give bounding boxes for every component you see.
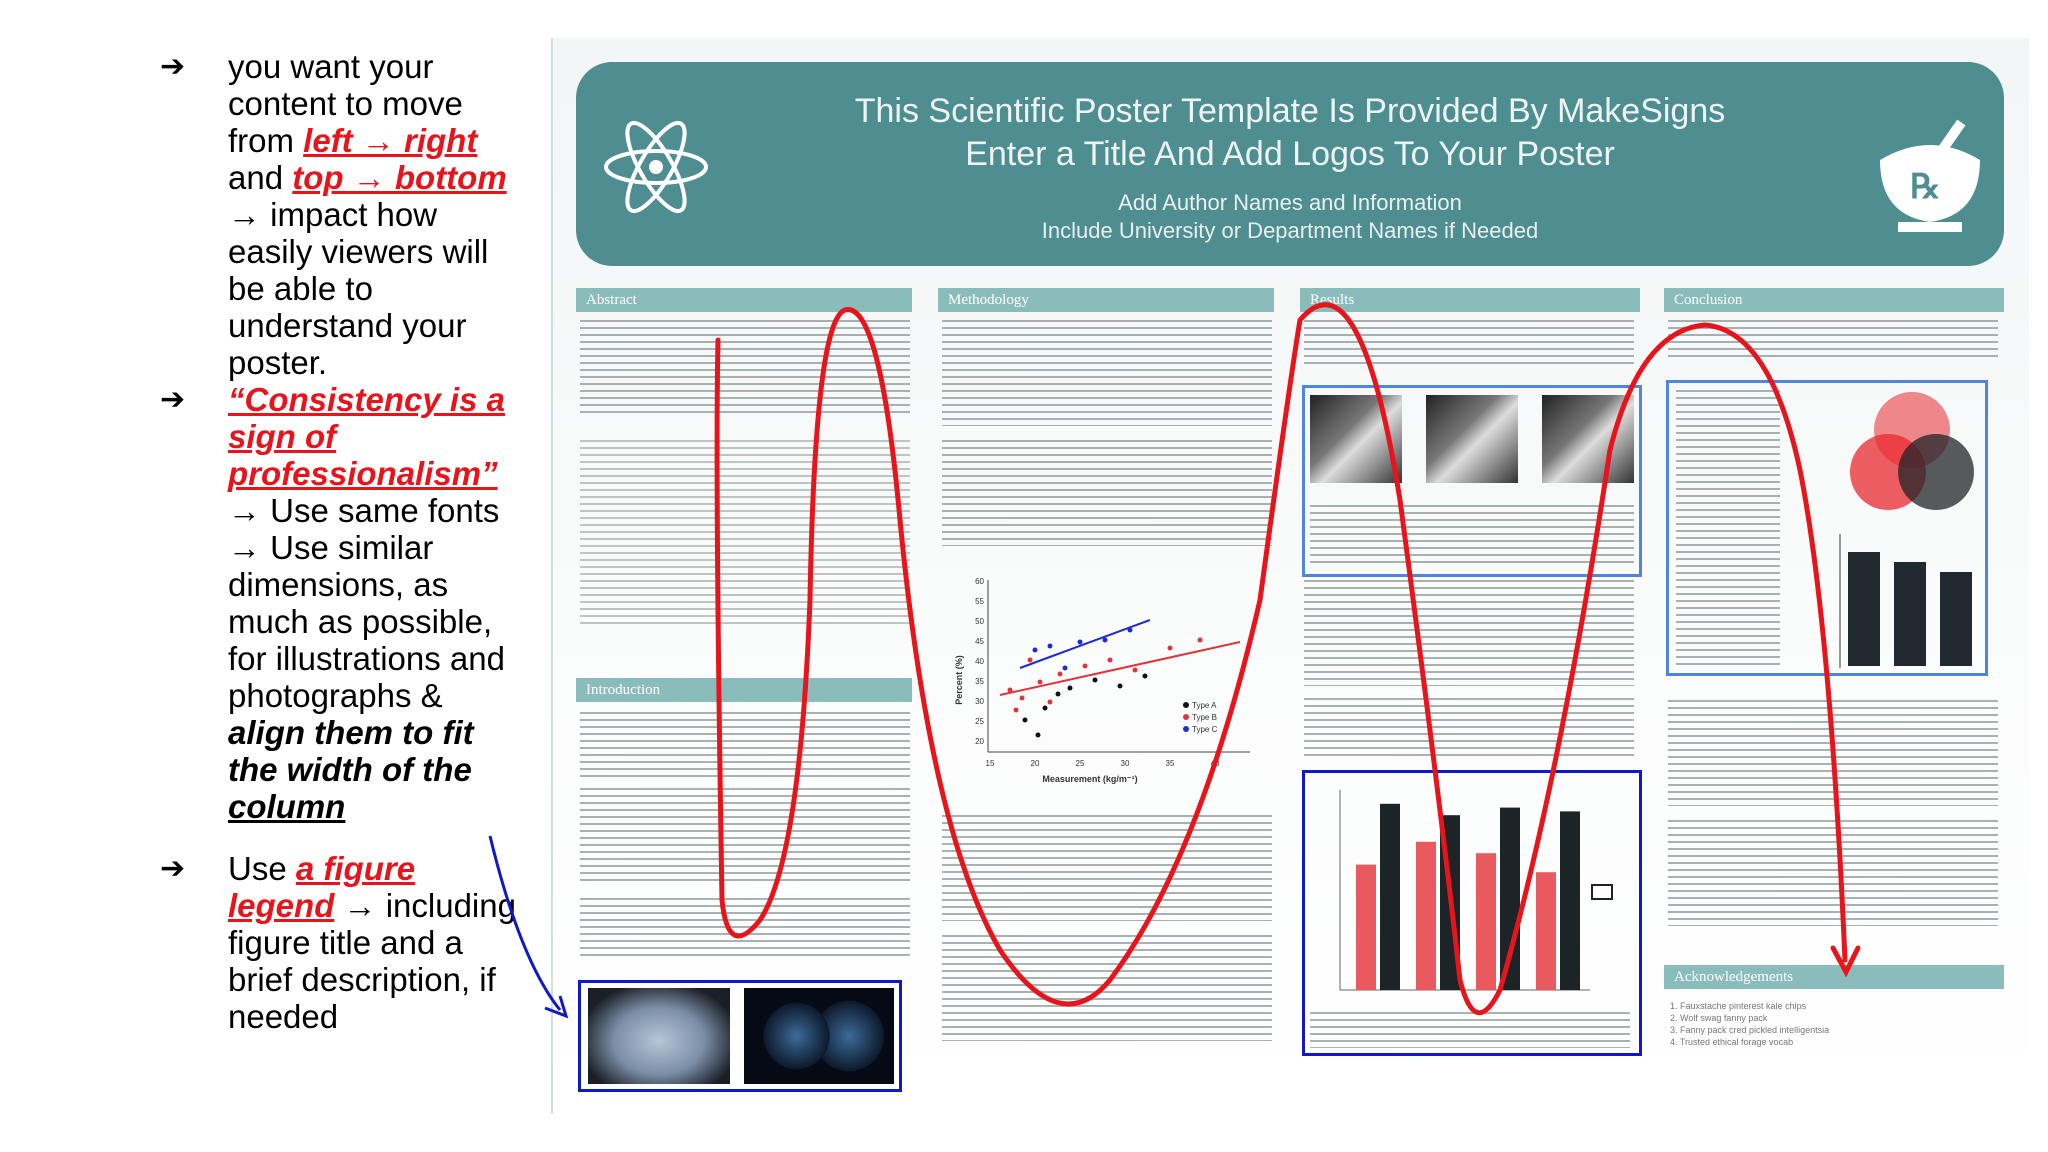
svg-text:60: 60	[975, 577, 984, 586]
svg-text:20: 20	[975, 737, 984, 746]
bullet-text: Use a figure	[228, 850, 416, 887]
svg-text:35: 35	[1165, 759, 1175, 768]
bullet-text: legend → including	[228, 887, 516, 924]
section-header-introduction: Introduction	[576, 678, 912, 702]
emphasis-figure-legend: legend	[228, 887, 335, 924]
section-header-abstract: Abstract	[576, 288, 912, 312]
legend-type-c: Type C	[1192, 725, 1218, 734]
svg-text:℞: ℞	[1910, 169, 1941, 206]
bullet-text: from left → right	[228, 122, 478, 159]
bullet-text: poster.	[228, 344, 328, 381]
bullet-text: you want your	[228, 48, 434, 85]
emphasis-align: column	[228, 788, 346, 825]
figure-pointer-arrow	[490, 836, 560, 1010]
svg-text:20: 20	[1030, 759, 1040, 768]
quote-text: professionalism”	[228, 455, 498, 492]
emphasis-figure-legend: a figure	[295, 850, 416, 887]
bullet-text: photographs &	[228, 677, 443, 714]
bullet-text: and top → bottom	[228, 159, 507, 196]
section-header-acknowledgements: Acknowledgements	[1664, 965, 2004, 989]
svg-text:25: 25	[1075, 759, 1085, 768]
arrow-bullet-icon: ➔	[160, 50, 186, 83]
x-axis-label: Measurement (kg/m⁻¹)	[1042, 774, 1138, 784]
quote-text: “Consistency is a	[228, 381, 505, 418]
svg-text:45: 45	[975, 637, 984, 646]
bullet-text: understand your	[228, 307, 467, 344]
svg-text:40: 40	[975, 657, 984, 666]
bullet-text: brief description, if	[228, 961, 496, 998]
svg-text:30: 30	[975, 697, 984, 706]
reading-flow-arrow	[717, 305, 1845, 1013]
emphasis-top-bottom: top → bottom	[292, 159, 507, 196]
emphasis-align: align them to fit	[228, 714, 474, 751]
y-axis-label: Percent (%)	[954, 655, 964, 705]
bullet-text: content to move	[228, 85, 463, 122]
bullet-text: → Use same fonts	[228, 492, 500, 529]
bullet-text: → impact how	[228, 196, 438, 233]
svg-text:30: 30	[1120, 759, 1130, 768]
bullet-text: → Use similar	[228, 529, 434, 566]
bullet-text: much as possible,	[228, 603, 493, 640]
bullet-text: figure title and a	[228, 924, 463, 961]
svg-text:40: 40	[1210, 759, 1220, 768]
emphasis-align: the width of the	[228, 751, 472, 788]
svg-text:25: 25	[975, 717, 984, 726]
svg-text:55: 55	[975, 597, 984, 606]
svg-text:15: 15	[985, 759, 995, 768]
bullet-text: for illustrations and	[228, 640, 505, 677]
section-header-results: Results	[1300, 288, 1640, 312]
poster-subtitle: Add Author Names and Information Include University or Department Names if Needed	[1041, 190, 1539, 243]
bullet-text: dimensions, as	[228, 566, 449, 603]
section-header-conclusion: Conclusion	[1664, 288, 2004, 312]
bullet-text: easily viewers will	[228, 233, 489, 270]
svg-text:50: 50	[975, 617, 984, 626]
legend-type-b: Type B	[1192, 713, 1217, 722]
arrow-bullet-icon: ➔	[160, 852, 186, 885]
svg-text:35: 35	[975, 677, 984, 686]
poster-title: This Scientific Poster Template Is Provided By MakeSigns Enter a Title And Add Logos To Your Poster	[854, 92, 1726, 173]
bullet-text: needed	[228, 998, 339, 1035]
bullet-text: be able to	[228, 270, 373, 307]
arrow-bullet-icon: ➔	[160, 383, 186, 416]
emphasis-left-right: left → right	[303, 122, 478, 159]
legend-type-a: Type A	[1192, 701, 1217, 710]
section-header-methodology: Methodology	[938, 288, 1274, 312]
acknowledgements-list: 1. Fauxstache pinterest kale chips 2. Wolf swag fanny pack 3. Fanny pack cred pickled intelligentsia 4. Trusted ethical forage vocab	[1670, 1001, 1830, 1047]
quote-text: sign of	[228, 418, 337, 455]
